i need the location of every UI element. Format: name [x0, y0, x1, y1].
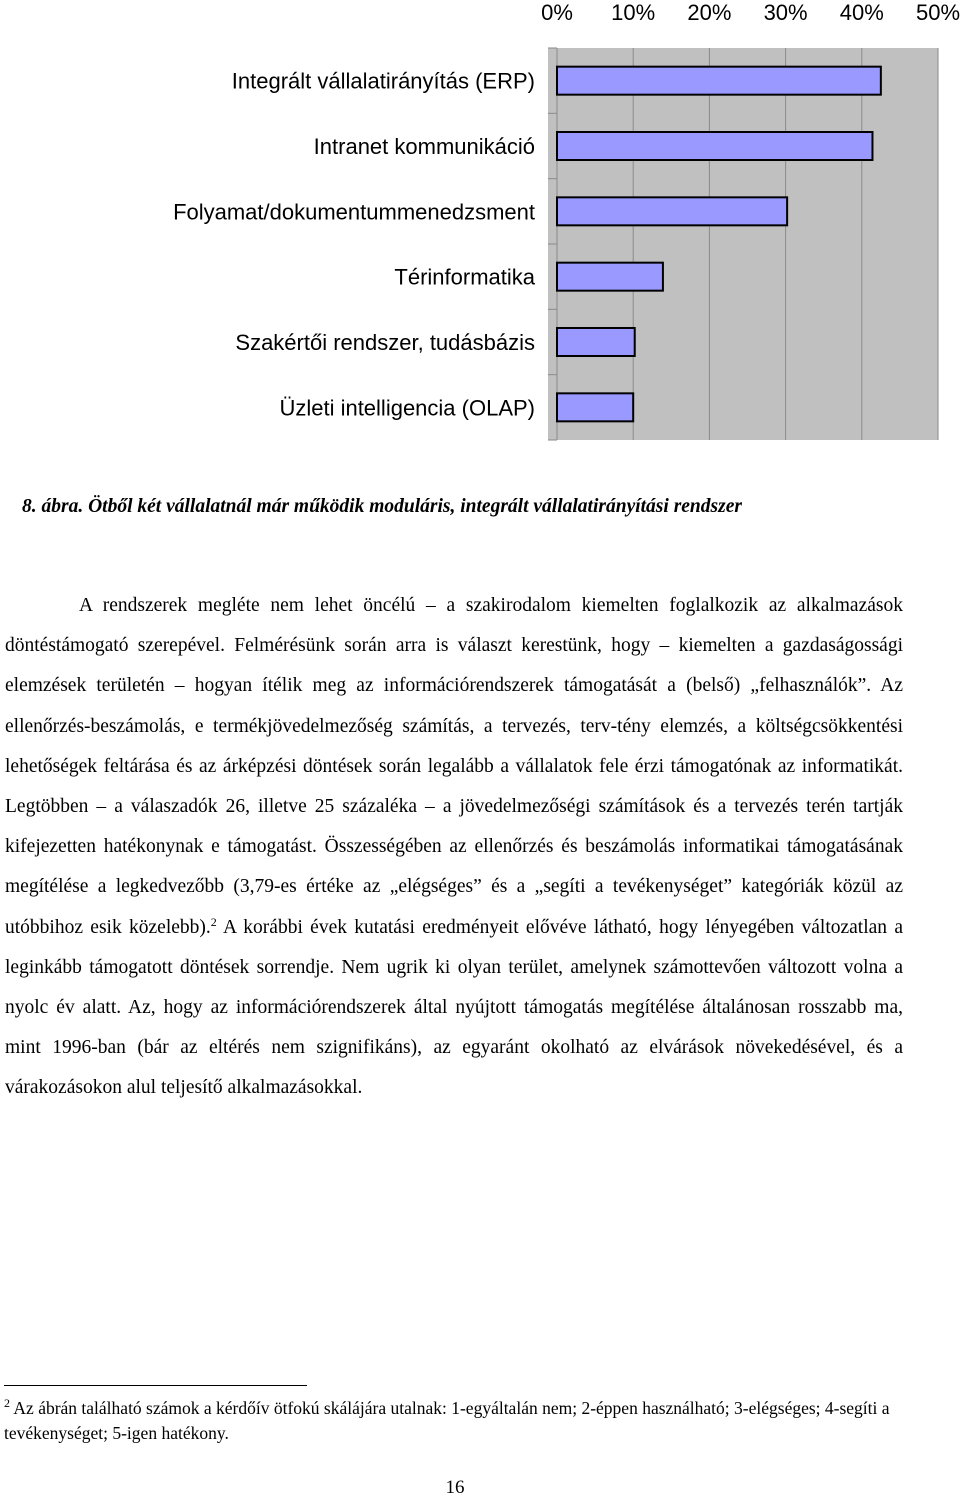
x-tick-label: 0%: [541, 0, 573, 25]
x-tick-label: 40%: [839, 0, 884, 25]
bar-chart: [0, 0, 960, 470]
plot-area: [548, 48, 938, 440]
bar: [557, 67, 881, 95]
paragraph-text: A rendszerek megléte nem lehet öncélú – a szakirodalom kiemelten foglalkozik az alkalmazások döntéstámogató szerepével. Felmérésünk során arra is választ kerestünk, hogy – kiemelten a gazdaságossági elemzések területén – hogyan ítélik meg az információrendszerek támogatását a (belső) „felhasználók”. Az ellenőrzés-beszámolás, e termékjövedelmezőség számítás, a tervezés, terv-tény elemzés, a költségcsökkentési lehetőségek feltárása és az árképzési döntések során legalább a vállalatok fele érzi támogatónak az informatikát. Legtöbben – a válaszadók 26, illetve 25 százaléka – a jövedelmezőségi számítások és a tervezés terén tartják kifejezetten hatékonynak e támogatást. Összességében az ellenőrzés és beszámolás informatikai támogatásának megítélése a legkedvezőbb (3,79-es értéke az „elégséges” és a „segíti a tevékenységet” kategóriák közül az utóbbihoz esik közelebb).: [5, 595, 903, 938]
x-tick-label: 20%: [687, 0, 732, 25]
footnote-reference: 2: [210, 914, 217, 929]
category-label: Térinformatika: [394, 264, 535, 290]
bar: [557, 197, 787, 225]
category-label: Szakértői rendszer, tudásbázis: [235, 330, 535, 355]
bar: [557, 393, 633, 421]
body-paragraph: [5, 586, 903, 1109]
category-label: Integrált vállalatirányítás (ERP): [231, 68, 535, 94]
footnote-text: Az ábrán található számok a kérdőív ötfokú skálájára utalnak: 1-egyáltalán nem; 2-éppen használható; 3-elégséges; 4-segíti a tevékenységet; 5-igen hatékony.: [4, 1398, 890, 1443]
category-label: Intranet kommunikáció: [313, 134, 535, 159]
x-tick-label: 50%: [915, 0, 960, 25]
page-number: 16: [445, 1477, 465, 1498]
figure-caption: 8. ábra. Ötből két vállalatnál már működik moduláris, integrált vállalatirányítási rendszer: [22, 496, 742, 517]
x-tick-label: 30%: [763, 0, 808, 25]
x-tick-label: 10%: [611, 0, 656, 25]
category-label: Üzleti intelligencia (OLAP): [279, 395, 535, 421]
footnote-separator: [4, 1385, 307, 1386]
bar: [557, 263, 663, 291]
bar: [557, 328, 635, 356]
category-label: Folyamat/dokumentummenedzsment: [173, 199, 535, 225]
paragraph-text-continued: A korábbi évek kutatási eredményeit elővéve látható, hogy lényegében változatlan a leginkább támogatott döntések sorrendje. Nem ugrik ki olyan terület, amelynek számottevően változott volna a nyolc év alatt. Az, hogy az információrendszerek által nyújtott támogatás megítélése általánosan rosszabb ma, mint 1996-ban (bár az eltérés nem szignifikáns), az egyaránt okolható az elvárások növekedésével, és a várakozásokon alul teljesítő alkalmazásokkal.: [5, 916, 903, 1099]
footnote-marker: 2: [4, 1396, 10, 1410]
footnote: [4, 1396, 904, 1446]
bar: [557, 132, 872, 160]
